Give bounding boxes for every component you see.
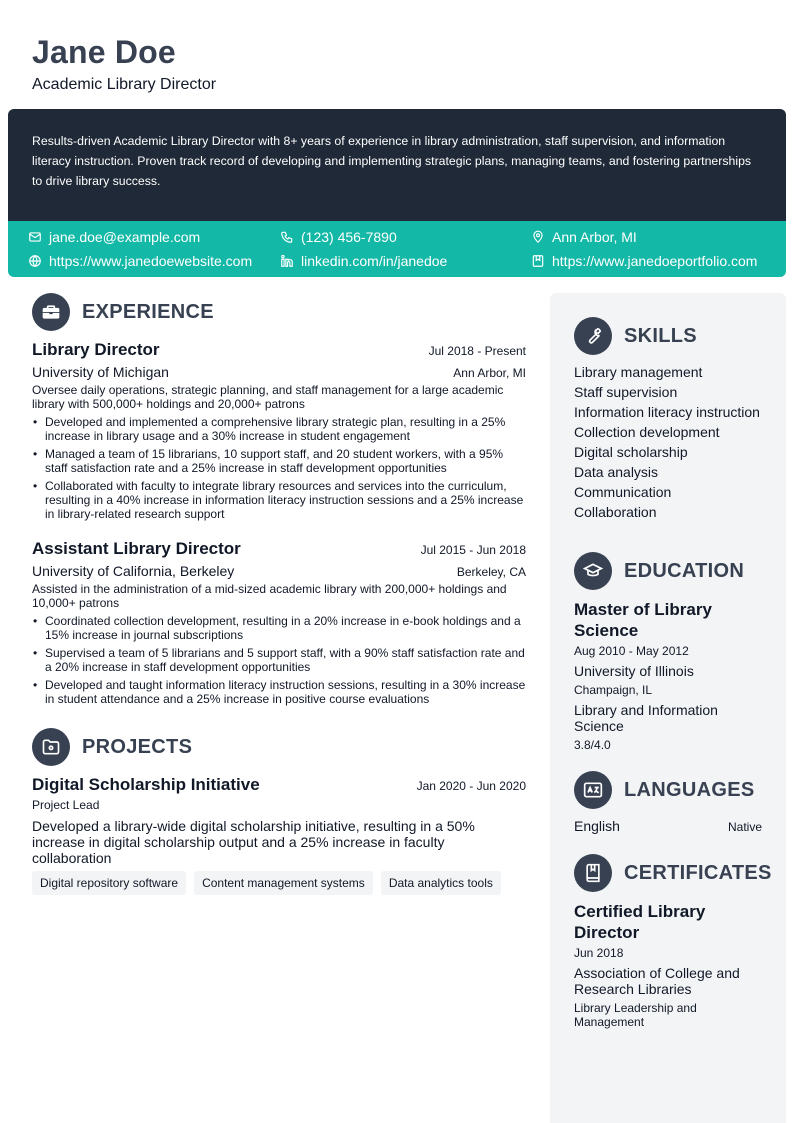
website-text: https://www.janedoewebsite.com bbox=[49, 253, 253, 269]
job-entry bbox=[32, 340, 526, 525]
phone-icon bbox=[280, 230, 294, 244]
languages-title: LANGUAGES bbox=[624, 778, 755, 801]
graduation-cap-icon bbox=[583, 561, 603, 581]
job-bullet: • Managed a team of 15 librarians, 10 support staff, and 20 student workers, with a 95% staff satisfaction rate and a 25% increase in staff development opportunities bbox=[32, 447, 526, 475]
skills-icon-badge bbox=[574, 317, 612, 355]
certificates-heading bbox=[574, 854, 772, 892]
job-bullet: • Collaborated with faculty to integrate library resources and services into the curriculum, resulting in a 40% increase in information literacy instruction sessions and a 25% increase in library-related research support bbox=[32, 479, 526, 521]
language-name: English bbox=[574, 818, 620, 834]
education-title: EDUCATION bbox=[624, 559, 745, 582]
language-level: Native bbox=[727, 820, 762, 834]
book-icon bbox=[583, 863, 603, 883]
linkedin-icon bbox=[280, 254, 294, 268]
portfolio-text: https://www.janedoeportfolio.com bbox=[552, 253, 758, 269]
job-title: Library Director bbox=[32, 340, 160, 359]
skill-item: Collaboration bbox=[574, 504, 657, 520]
job-date: Jul 2015 - Jun 2018 bbox=[420, 543, 526, 557]
job-bullets bbox=[32, 415, 526, 521]
briefcase-icon bbox=[41, 302, 61, 322]
project-tags bbox=[32, 871, 526, 895]
skill-item: Library management bbox=[574, 364, 703, 380]
certificates-title: CERTIFICATES bbox=[624, 861, 772, 884]
education-entry bbox=[574, 599, 764, 752]
summary-text: Results-driven Academic Library Director with 8+ years of experience in library administration, staff supervision, and information literacy instruction. Proven track record of developing and implementing strategic plans, managing teams, and fostering partnerships to drive library success. bbox=[32, 134, 752, 188]
location-text: Ann Arbor, MI bbox=[552, 229, 637, 245]
projects-title: PROJECTS bbox=[82, 735, 193, 758]
email-text: jane.doe@example.com bbox=[49, 229, 201, 245]
languages-list bbox=[574, 818, 762, 834]
sidebar bbox=[550, 293, 786, 1123]
job-description: Assisted in the administration of a mid-sized academic library with 200,000+ holdings and 10,000+ patrons bbox=[32, 582, 507, 610]
education-school: University of Illinois bbox=[574, 663, 694, 679]
job-location: Ann Arbor, MI bbox=[453, 366, 526, 380]
projects-icon-badge bbox=[32, 728, 70, 766]
education-field: Library and Information Science bbox=[574, 702, 718, 734]
job-title: Assistant Library Director bbox=[32, 539, 241, 558]
wrench-icon bbox=[583, 326, 603, 346]
phone-text: (123) 456-7890 bbox=[301, 229, 397, 245]
candidate-title: Academic Library Director bbox=[32, 76, 217, 93]
project-title: Digital Scholarship Initiative bbox=[32, 775, 260, 794]
translate-icon bbox=[583, 780, 603, 800]
education-location: Champaign, IL bbox=[574, 683, 653, 697]
job-bullet: • Developed and taught information literacy instruction sessions, resulting in a 30% increase in student attendance and a 25% increase in positive course evaluations bbox=[32, 678, 526, 706]
experience-icon-badge bbox=[32, 293, 70, 331]
skill-item: Staff supervision bbox=[574, 384, 678, 400]
education-degree: Master of Library Science bbox=[574, 600, 712, 640]
job-bullet: • Supervised a team of 5 librarians and 5 support staff, with a 90% staff satisfaction rate and a 20% increase in staff development opportunities bbox=[32, 646, 526, 674]
skill-item: Collection development bbox=[574, 424, 720, 440]
globe-icon bbox=[28, 254, 42, 268]
certificate-entry bbox=[574, 901, 764, 1029]
bookmark-icon bbox=[531, 254, 545, 268]
project-entry bbox=[32, 775, 526, 895]
certificate-issuer: Association of College and Research Libraries bbox=[574, 965, 740, 997]
job-bullet: • Developed and implemented a comprehensive library strategic plan, resulting in a 25% increase in library usage and a 30% increase in student engagement bbox=[32, 415, 526, 443]
certificate-detail: Library Leadership and Management bbox=[574, 1001, 697, 1029]
linkedin-text: linkedin.com/in/janedoe bbox=[301, 253, 448, 269]
projects-heading bbox=[32, 728, 192, 766]
candidate-name: Jane Doe bbox=[32, 34, 176, 70]
languages-heading bbox=[574, 771, 754, 809]
education-icon-badge bbox=[574, 552, 612, 590]
job-org: University of California, Berkeley bbox=[32, 563, 235, 579]
project-role: Project Lead bbox=[32, 798, 100, 812]
folder-icon bbox=[41, 737, 61, 757]
certificates-icon-badge bbox=[574, 854, 612, 892]
skills-title: SKILLS bbox=[624, 324, 697, 347]
job-bullets bbox=[32, 614, 526, 706]
education-heading bbox=[574, 552, 744, 590]
project-tag: Digital repository software bbox=[32, 871, 186, 895]
skills-list bbox=[574, 364, 764, 524]
languages-icon-badge bbox=[574, 771, 612, 809]
contact-email[interactable] bbox=[28, 229, 200, 245]
experience-title: EXPERIENCE bbox=[82, 300, 214, 323]
resume-header bbox=[32, 34, 216, 94]
skill-item: Communication bbox=[574, 484, 672, 500]
contact-portfolio[interactable] bbox=[531, 253, 757, 269]
job-bullet: • Coordinated collection development, resulting in a 20% increase in e-book holdings and a 15% increase in journal subscriptions bbox=[32, 614, 526, 642]
job-location: Berkeley, CA bbox=[456, 565, 526, 579]
project-tag: Content management systems bbox=[194, 871, 373, 895]
job-org: University of Michigan bbox=[32, 364, 169, 380]
project-tag: Data analytics tools bbox=[381, 871, 501, 895]
certificate-name: Certified Library Director bbox=[574, 902, 706, 942]
mail-icon bbox=[28, 230, 42, 244]
education-date: Aug 2010 - May 2012 bbox=[574, 644, 689, 658]
contact-phone[interactable] bbox=[280, 229, 397, 245]
job-entry bbox=[32, 539, 526, 710]
project-date: Jan 2020 - Jun 2020 bbox=[416, 779, 526, 793]
contact-website[interactable] bbox=[28, 253, 252, 269]
skill-item: Information literacy instruction bbox=[574, 404, 760, 420]
experience-heading bbox=[32, 293, 214, 331]
skill-item: Data analysis bbox=[574, 464, 659, 480]
contact-location bbox=[531, 229, 637, 245]
language-item bbox=[574, 818, 762, 834]
job-description: Oversee daily operations, strategic planning, and staff management for a large academic library with 500,000+ holdings and 20,000+ patrons bbox=[32, 383, 504, 411]
skill-item: Digital scholarship bbox=[574, 444, 688, 460]
summary-section bbox=[8, 109, 786, 221]
education-gpa: 3.8/4.0 bbox=[574, 738, 611, 752]
skills-heading bbox=[574, 317, 697, 355]
contact-bar bbox=[8, 221, 786, 277]
contact-linkedin[interactable] bbox=[280, 253, 447, 269]
project-description: Developed a library-wide digital scholarship initiative, resulting in a 50% increase in digital scholarship output and a 25% increase in faculty collaboration bbox=[32, 818, 475, 866]
job-date: Jul 2018 - Present bbox=[428, 344, 526, 358]
certificate-date: Jun 2018 bbox=[574, 946, 624, 960]
map-pin-icon bbox=[531, 230, 545, 244]
